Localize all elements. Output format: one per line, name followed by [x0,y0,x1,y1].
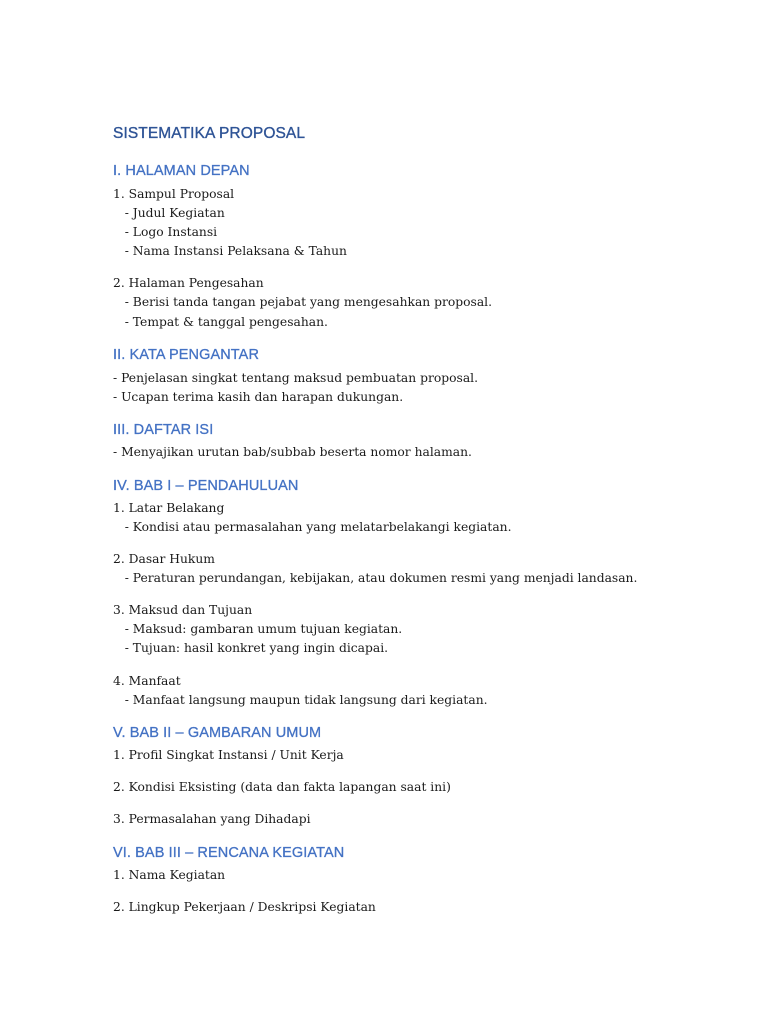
list-item: - Tujuan: hasil konkret yang ingin dicapai. [113,641,389,655]
list-item: 2. Lingkup Pekerjaan / Deskripsi Kegiatan [113,900,376,914]
list-item: - Manfaat langsung maupun tidak langsung dari kegiatan. [113,693,488,707]
list-item: - Peraturan perundangan, kebijakan, atau dokumen resmi yang menjadi landasan. [113,571,638,585]
section-heading-daftar-isi: III. DAFTAR ISI [113,422,214,438]
list-item: - Menyajikan urutan bab/subbab beserta nomor halaman. [113,445,472,459]
list-item: - Logo Instansi [113,225,218,239]
list-item: - Penjelasan singkat tentang maksud pembuatan proposal. [113,371,478,385]
section-heading-pendahuluan: IV. BAB I – PENDAHULUAN [113,478,299,494]
list-item: 3. Maksud dan Tujuan [113,603,253,617]
list-item: - Maksud: gambaran umum tujuan kegiatan. [113,622,403,636]
section-heading-gambaran-umum: V. BAB II – GAMBARAN UMUM [113,725,322,741]
section-heading-kata-pengantar: II. KATA PENGANTAR [113,347,260,363]
list-item: 1. Profil Singkat Instansi / Unit Kerja [113,748,344,762]
section-heading-rencana-kegiatan: VI. BAB III – RENCANA KEGIATAN [113,845,345,861]
list-item: 1. Nama Kegiatan [113,868,226,882]
list-item: 1. Latar Belakang [113,501,225,515]
list-item: - Nama Instansi Pelaksana & Tahun [113,244,347,258]
list-item: 2. Dasar Hukum [113,552,215,566]
list-item: 3. Permasalahan yang Dihadapi [113,812,311,826]
list-item: - Ucapan terima kasih dan harapan dukungan. [113,390,404,404]
list-item: - Kondisi atau permasalahan yang melatarbelakangi kegiatan. [113,520,512,534]
document-title: SISTEMATIKA PROPOSAL [113,125,306,142]
list-item: 4. Manfaat [113,674,181,688]
list-item: 2. Kondisi Eksisting (data dan fakta lapangan saat ini) [113,780,451,794]
list-item: 1. Sampul Proposal [113,187,235,201]
section-heading-halaman-depan: I. HALAMAN DEPAN [113,163,250,179]
list-item: - Tempat & tanggal pengesahan. [113,315,328,329]
list-item: - Berisi tanda tangan pejabat yang mengesahkan proposal. [113,295,493,309]
list-item: 2. Halaman Pengesahan [113,276,264,290]
list-item: - Judul Kegiatan [113,206,225,220]
